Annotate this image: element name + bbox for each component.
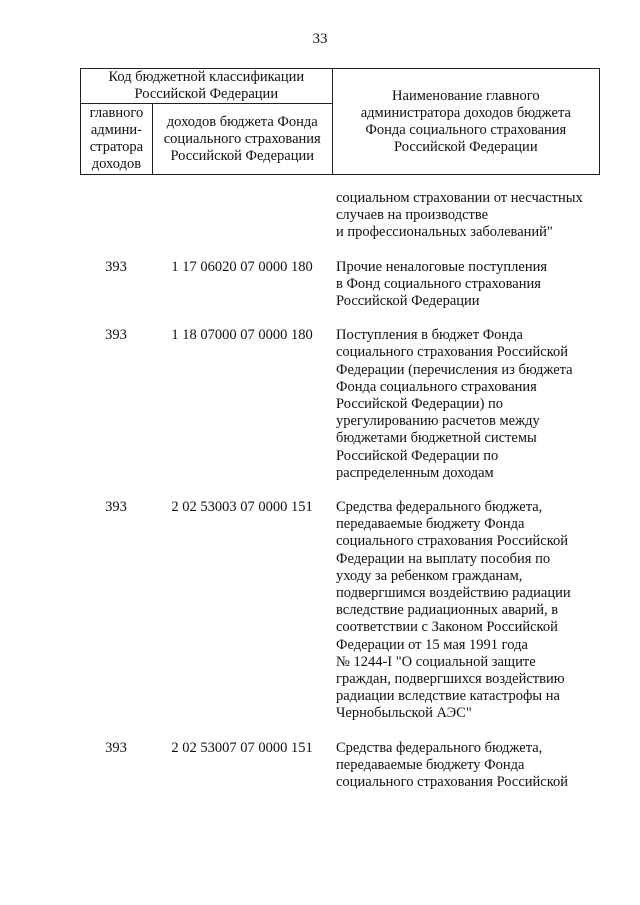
header-text-line: главного [89, 105, 144, 121]
admin-code: 393 [105, 739, 127, 756]
header-text-line: админи- [90, 122, 142, 138]
income-name-line: радиации вследствие катастрофы на [336, 688, 560, 705]
header-chief-administrator [81, 104, 153, 175]
income-name-line: социальном страховании от несчастных [336, 190, 583, 206]
income-name-line: передаваемые бюджету Фонда [336, 756, 525, 773]
income-name-line: урегулированию расчетов между [336, 413, 540, 430]
income-name [336, 259, 598, 311]
income-name-line: в Фонд социального страхования [336, 275, 541, 292]
income-name-line: соответствии с Законом Российской [336, 619, 558, 636]
income-name-line: Федерации (перечисления из бюджета [336, 361, 573, 378]
header-administrator-name [332, 69, 599, 175]
header-classification-code [81, 69, 333, 104]
income-name-line: Чернобыльской АЭС" [336, 705, 472, 722]
budget-classification-code: 1 17 06020 07 0000 180 [171, 258, 313, 275]
header-text-line: Фонда социального страхования [365, 121, 567, 138]
table-row [0, 499, 640, 723]
income-name-line: вследствие радиационных аварий, в [336, 602, 559, 619]
income-name-line: социального страхования Российской [336, 344, 569, 361]
header-text-line: доходов [91, 156, 142, 172]
income-name-line: граждан, подвергшихся воздействию [336, 671, 565, 688]
income-name-line: Федерации на выплату пособия по [336, 550, 551, 567]
header-text-line: Наименование главного [392, 87, 540, 104]
income-name-line: Средства федерального бюджета, [336, 739, 543, 756]
table-row [0, 190, 640, 242]
header-fund-income [152, 104, 332, 175]
header-text-line: социального страхования [163, 130, 321, 147]
page-number: 33 [312, 31, 328, 47]
income-name-line: социального страхования Российской [336, 774, 569, 791]
income-name-line: и профессиональных заболеваний" [336, 224, 553, 241]
income-name-line: уходу за ребенком гражданам, [336, 567, 523, 584]
income-name [336, 499, 598, 723]
table-header [80, 68, 600, 175]
table-row [0, 259, 640, 311]
income-name-line: бюджетами бюджетной системы [336, 430, 537, 447]
income-name-line: № 1244-I "О социальной защите [336, 653, 536, 670]
admin-code: 393 [105, 258, 127, 275]
header-text-line: доходов бюджета Фонда [166, 113, 318, 130]
income-name-line: распределенным доходам [336, 464, 494, 481]
income-name [336, 740, 598, 792]
income-name-line: Российской Федерации) по [336, 396, 504, 413]
income-name-line: Федерации от 15 мая 1991 года [336, 636, 528, 653]
admin-code: 393 [105, 327, 127, 344]
income-name-line: Прочие неналоговые поступления [336, 258, 548, 275]
header-text-line: Российской Федерации [134, 86, 279, 102]
income-name-line: подвергшимся воздействию радиации [336, 585, 571, 602]
table-body [0, 190, 640, 791]
income-name-line: Фонда социального страхования [336, 378, 537, 395]
income-name [336, 190, 598, 242]
header-text-line: стратора [89, 139, 144, 155]
budget-classification-code: 2 02 53003 07 0000 151 [171, 499, 313, 516]
income-name-line: Российской Федерации [336, 293, 480, 310]
income-name [336, 327, 598, 482]
header-text-line: Российской Федерации [394, 138, 538, 155]
header-text-line: Российской Федерации [170, 147, 315, 164]
budget-classification-code [152, 190, 332, 242]
budget-classification-code: 1 18 07000 07 0000 180 [171, 327, 313, 344]
budget-classification-code: 2 02 53007 07 0000 151 [171, 739, 313, 756]
header-text-line: администратора доходов бюджета [360, 104, 571, 121]
table-row [0, 327, 640, 482]
income-name-line: социального страхования Российской [336, 533, 569, 550]
income-name-line: Средства федерального бюджета, [336, 499, 543, 516]
admin-code: 393 [105, 499, 127, 516]
income-name-line: передаваемые бюджету Фонда [336, 516, 525, 533]
income-name-line: случаев на производстве [336, 207, 489, 224]
admin-code [80, 190, 152, 242]
table-row [0, 740, 640, 792]
header-text-line: Код бюджетной классификации [108, 69, 305, 85]
income-name-line: Российской Федерации по [336, 447, 499, 464]
income-name-line: Поступления в бюджет Фонда [336, 327, 523, 344]
